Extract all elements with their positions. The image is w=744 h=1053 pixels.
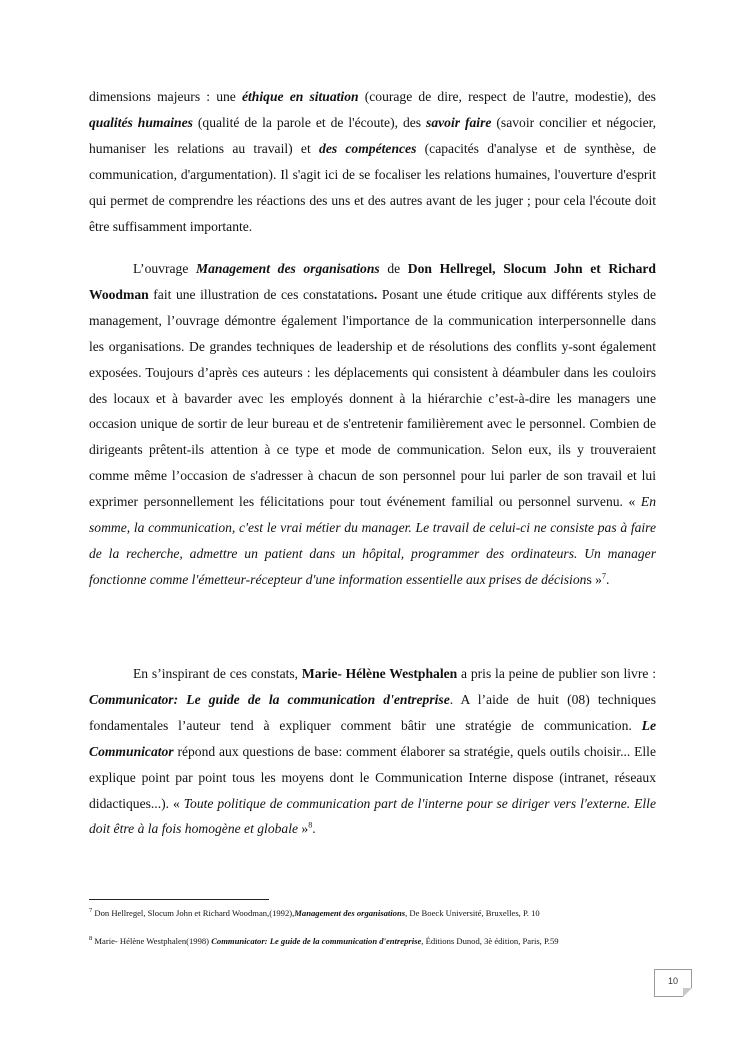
term-qualites: qualités humaines <box>89 114 193 130</box>
page-corner-fold-icon <box>683 988 692 997</box>
paragraph-3-text: . A l’aide de huit (08) techniques fondamentales l’auteur tend à expliquer comment bâtir une stratégie de communication. <box>89 691 657 733</box>
paragraph-3-text: a pris la peine de publier son livre : <box>457 666 656 681</box>
paragraph-3-text: En s’inspirant de ces constats, <box>133 666 302 681</box>
paragraph-2-text: fait une illustration de ces constatations <box>148 286 374 302</box>
book-title-management: Management des organisations <box>196 261 380 276</box>
paragraph-2-period: . <box>373 286 378 302</box>
paragraph-1 <box>89 84 656 239</box>
page-number-box <box>654 969 692 997</box>
authors-names: Don Hellregel, Slocum John et Richard Woodman <box>89 261 656 302</box>
paragraph-1-text: dimensions majeurs : une <box>89 89 242 104</box>
paragraph-2-text: Posant une étude critique aux différents styles de management, l’ouvrage démontre également l'importance de la communication interpersonnelle dans les organisations. De grandes techniques de leadership et de résolutions des conflits y-sont également exposées. Toujours d’après ces auteurs : les déplacements qui consistent à déambuler dans les couloirs des locaux et à bavarder avec les employés donnent à la hiérarchie c’est-à-dire les managers une occasion unique de sortir de leur bureau et de s'entretenir familièrement avec le personnel. Combien de dirigeants prêtent-ils attention à ce type et mode de communication. Selon eux, ils y trouveraient comme même l’occasion de s'adresser à chacun de son personnel pour lui parler de son travail et lui exprimer personnellement les félicitations pour tout événement familial ou personnel survenu. « <box>89 286 656 510</box>
paragraph-3-text: » <box>298 821 309 837</box>
paragraph-1-text: (capacités d'analyse et de synthèse, de communication, d'argumentation). Il s'agit ici de se focaliser les relations humaines, l'ouverture d'esprit qui permet de comprendre les réactions des uns et des autres avant de les juger ; pour cela l'écoute doit être suffisamment importante. <box>89 140 656 234</box>
paragraph-2-text: s » <box>586 571 602 587</box>
term-savoir-faire: savoir faire <box>426 114 492 130</box>
footnote-8-text: Marie- Hélène Westphalen(1998) <box>92 936 212 946</box>
footnote-7-text: Don Hellregel, Slocum John et Richard Woodman,(1992), <box>92 908 295 918</box>
footnote-8 <box>89 935 689 947</box>
paragraph-2-text: L’ouvrage <box>133 261 196 276</box>
quote-manager: En somme, la communication, c'est le vrai métier du manager. Le travail de celui-ci ne consiste pas à faire de la recherche, admettre un patient dans un hôpital, programmer des ordinateurs. Un manager fonctionne comme l'émetteur-récepteur d'une information essentielle aux prises de décision <box>89 494 656 587</box>
footnote-7 <box>89 907 689 919</box>
footnote-8-number: 8 <box>89 935 93 943</box>
footnote-ref-8: 8 <box>308 820 313 830</box>
paragraph-2-text: . <box>605 571 610 587</box>
term-ethique: éthique en situation <box>242 89 359 104</box>
footnote-7-number: 7 <box>89 907 93 915</box>
page-number: 10 <box>667 976 678 986</box>
paragraph-1-text: (savoir concilier et négocier, humaniser les relations au travail) et <box>89 114 657 156</box>
footnote-separator <box>89 899 269 900</box>
paragraph-3-text: . <box>312 821 316 837</box>
quote-communication: Toute politique de communication part de l'interne pour se diriger vers l'externe. Elle doit être à la fois homogène et globale <box>89 795 656 837</box>
le-communicator: Le Communicator <box>89 717 656 759</box>
paragraph-2-text: de <box>379 261 408 276</box>
footnote-7-text: , De Boeck Université, Bruxelles, P. 10 <box>405 908 540 918</box>
author-westphalen: Marie- Hélène Westphalen <box>301 666 458 681</box>
paragraph-1-text: (qualité de la parole et de l'écoute), des <box>192 114 427 130</box>
paragraph-3-text: répond aux questions de base: comment élaborer sa stratégie, quels outils choisir... Elle explique point par point tous les moyens dont le Communication Interne dispose (intranet, réseaux didactiques...). « <box>89 743 656 811</box>
term-competences: des compétences <box>319 140 417 156</box>
footnote-8-title: Communicator: Le guide de la communication d'entreprise <box>211 936 422 946</box>
paragraph-1-text: (courage de dire, respect de l'autre, modestie), des <box>358 89 656 104</box>
footnote-8-text: , Éditions Dunod, 3è édition, Paris, P.59 <box>421 936 559 946</box>
paragraph-2 <box>89 256 656 593</box>
paragraph-3 <box>89 661 656 842</box>
book-title-communicator: Communicator: Le guide de la communication d'entreprise <box>89 691 450 707</box>
footnote-ref-7: 7 <box>601 571 606 581</box>
footnote-7-title: Management des organisations <box>294 908 406 918</box>
